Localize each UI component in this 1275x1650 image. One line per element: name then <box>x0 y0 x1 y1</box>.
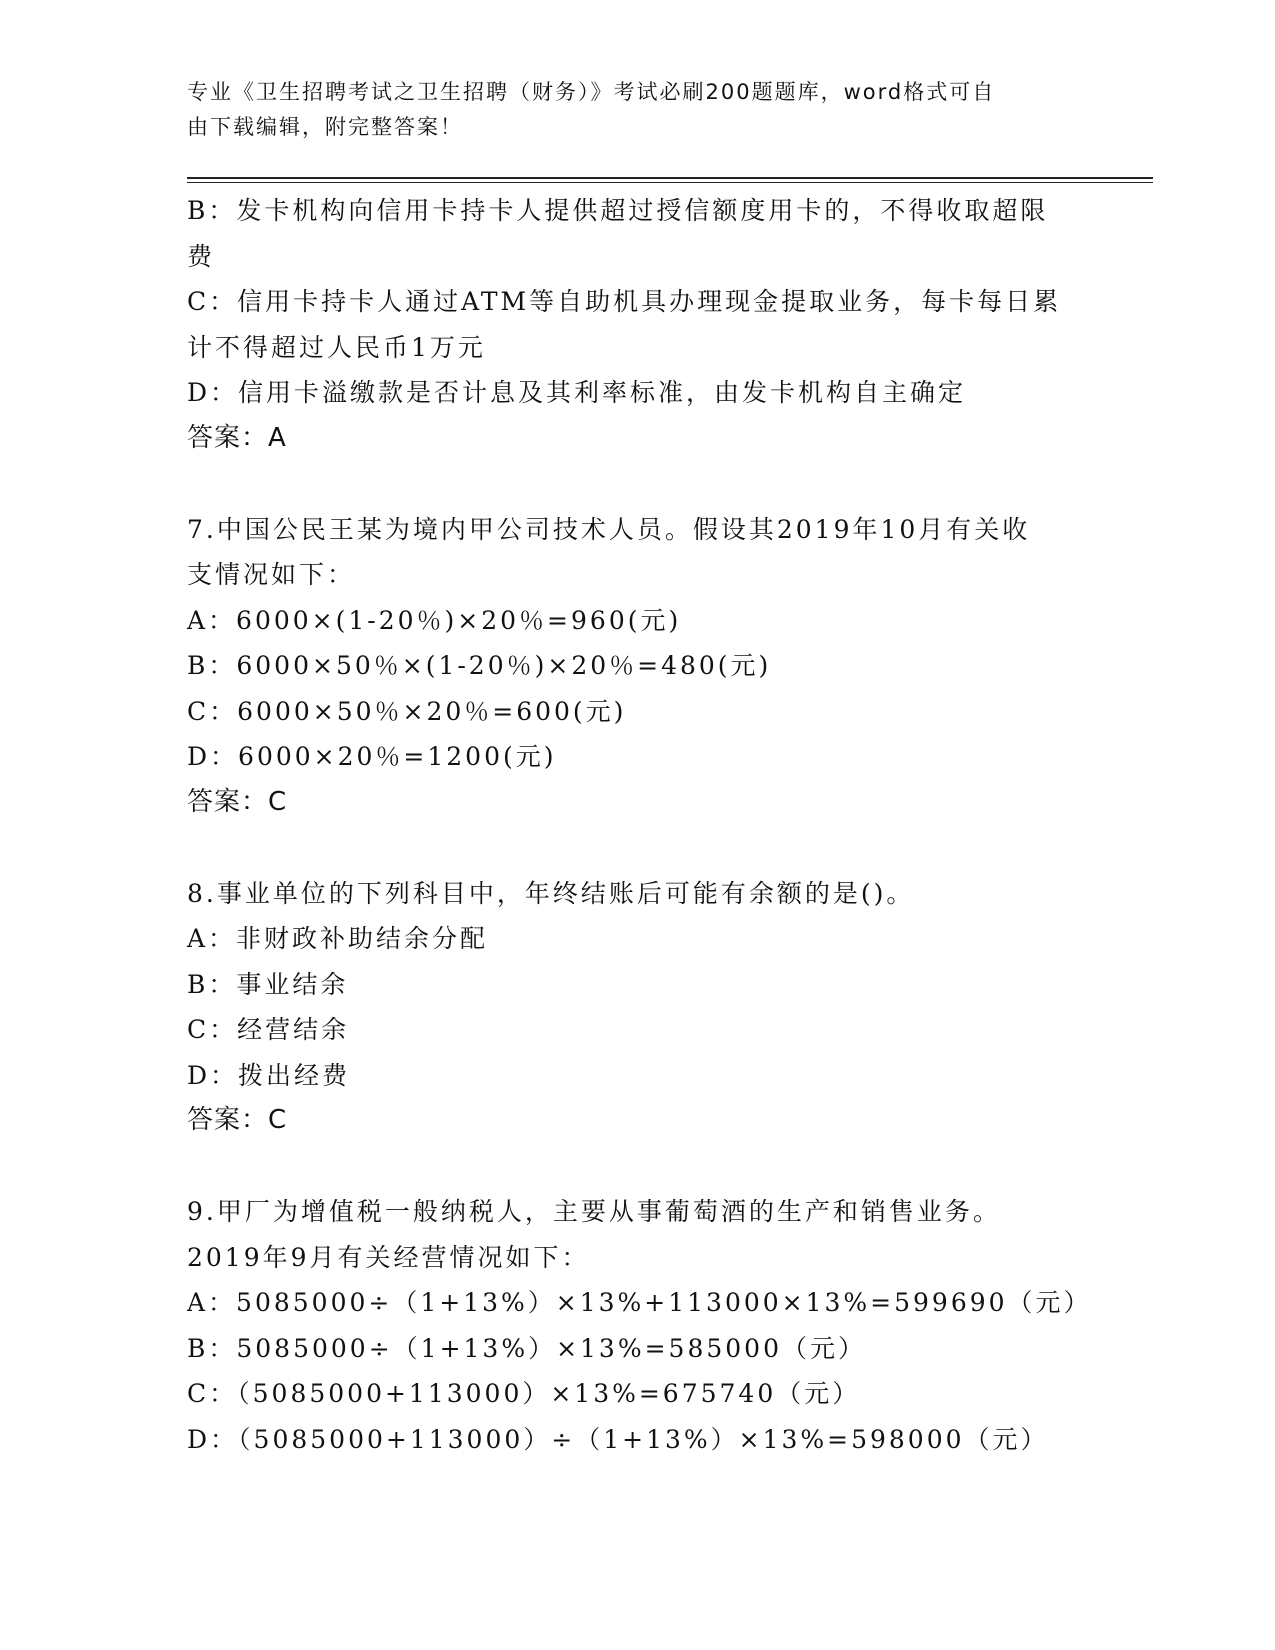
option-c: C：（5085000+113000）×13%=675740（元） <box>187 1379 861 1408</box>
header-title-line-2: 由下载编辑，附完整答案！ <box>187 115 463 139</box>
option-a: A：非财政补助结余分配 <box>187 924 489 953</box>
option-b: B：5085000÷（1+13%）×13%=585000（元） <box>187 1333 866 1363</box>
option-d: D：（5085000+113000）÷（1+13%）×13%=598000（元） <box>187 1424 1049 1454</box>
question-8-block <box>187 871 1087 1144</box>
header-divider-thin <box>187 182 1153 183</box>
option-d: D：信用卡溢缴款是否计息及其利率标准，由发卡机构自主确定 <box>187 378 967 407</box>
question-stem-line-1: 7.中国公民王某为境内甲公司技术人员。假设其2019年10月有关收 <box>187 514 1031 544</box>
question-stem-line-2: 2019年9月有关经营情况如下： <box>187 1242 590 1272</box>
option-b: B：6000×50％×(1-20％)×20％=480(元) <box>187 651 772 680</box>
option-c: C：经营结余 <box>187 1015 350 1044</box>
option-b-line-1: B：发卡机构向信用卡持卡人提供超过授信额度用卡的，不得收取超限 <box>187 196 1049 225</box>
question-list <box>187 188 1092 1462</box>
option-c: C：6000×50％×20％=600(元) <box>187 696 627 726</box>
question-spacer <box>187 1144 1087 1190</box>
question-stem-line-1: 9.甲厂为增值税一般纳税人，主要从事葡萄酒的生产和销售业务。 <box>187 1197 1001 1226</box>
question-stem-line-2: 支情况如下： <box>187 560 356 589</box>
option-a: A：6000×(1-20％)×20％=960(元) <box>187 605 682 635</box>
option-a: A：5085000÷（1+13%）×13%+113000×13%=599690（元） <box>187 1288 1092 1317</box>
option-c-line-1: C：信用卡持卡人通过ATM等自助机具办理现金提取业务，每卡每日累 <box>187 287 1062 316</box>
option-d: D：6000×20％=1200(元) <box>187 742 557 771</box>
option-b-line-2: 费 <box>187 241 216 271</box>
page-header <box>187 75 1067 145</box>
answer-line: 答案：A <box>187 422 287 453</box>
answer-line: 答案：C <box>187 786 288 817</box>
question-7-block <box>187 507 1087 826</box>
option-d: D：拨出经费 <box>187 1060 351 1090</box>
question-spacer <box>187 461 1087 507</box>
option-c-line-2: 计不得超过人民币1万元 <box>187 332 486 362</box>
answer-line: 答案：C <box>187 1105 288 1135</box>
header-title-line-1: 专业《卫生招聘考试之卫生招聘（财务）》考试必刷200题题库，word格式可自 <box>187 80 996 104</box>
option-b: B：事业结余 <box>187 969 349 999</box>
question-spacer <box>187 825 1087 871</box>
previous-question-block <box>187 188 1087 461</box>
header-divider-thick <box>187 177 1153 179</box>
question-stem-line-1: 8.事业单位的下列科目中，年终结账后可能有余额的是()。 <box>187 878 915 908</box>
question-9-block <box>187 1189 1092 1462</box>
